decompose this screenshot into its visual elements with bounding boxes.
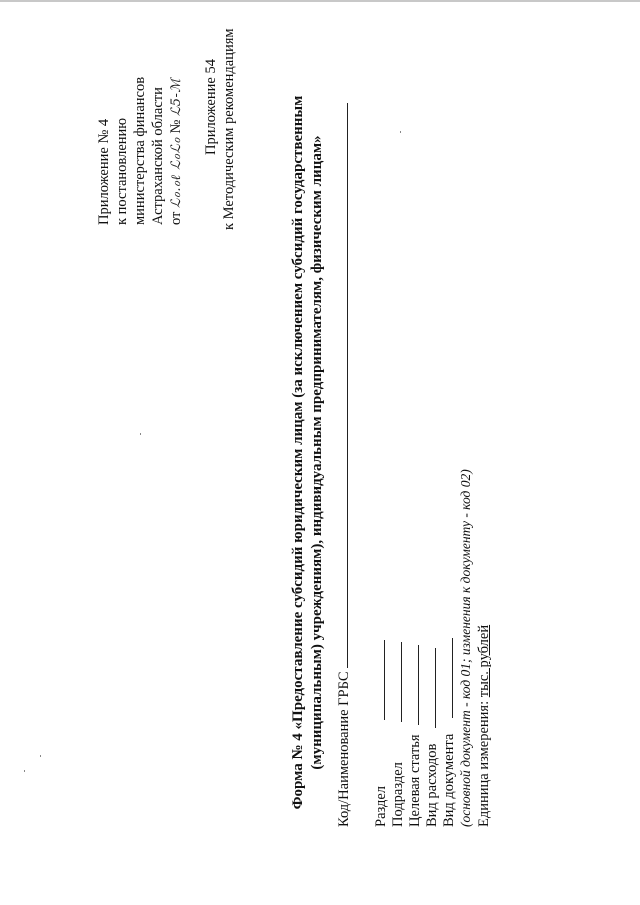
expense-type-label: Вид расходов: [424, 743, 440, 827]
section-blank: [372, 640, 385, 720]
expense-type-blank: [423, 648, 436, 728]
field-target-article: [406, 645, 424, 827]
form-title-line-2: (муниципальным) учреждениям), индивидуальным предпринимателям, физическим лицам»: [309, 135, 325, 770]
field-unit: [476, 625, 493, 827]
field-expense-type: [423, 648, 441, 827]
scan-speck: [140, 433, 141, 435]
document-type-blank: [440, 638, 453, 718]
field-section: [372, 640, 390, 827]
scan-speck: [400, 131, 401, 133]
section-label: Раздел: [373, 785, 389, 827]
handwritten-date: ℒℴ.ℴℓ ℒℴℒℴ: [169, 137, 184, 208]
subsection-blank: [389, 642, 402, 722]
number-sign: №: [168, 119, 184, 134]
grbs-field: [335, 103, 353, 827]
grbs-blank: [335, 103, 348, 668]
subsection-label: Подраздел: [390, 762, 406, 827]
appendix-54-title: Приложение 54: [203, 59, 219, 155]
handwritten-number: ℒ5-ℳ: [169, 78, 184, 117]
form-title-line-1: Форма № 4 «Предоставление субсидий юридическим лицам (за исключением субсидий государственным: [290, 95, 306, 810]
appendix-4-decree: к постановлению: [114, 117, 130, 225]
field-document-type: [440, 638, 458, 827]
unit-label: Единица измерения:: [476, 700, 492, 827]
document-type-note: (основной документ - код 01; изменения к документу - код 02): [458, 469, 473, 827]
appendix-4-ministry: министерства финансов: [132, 76, 148, 225]
scan-speck: [40, 755, 41, 757]
document-type-label: Вид документа: [441, 733, 457, 827]
scan-speck: [24, 770, 25, 772]
date-prefix: от: [168, 211, 184, 225]
appendix-4-date-line: [167, 78, 186, 225]
appendix-4-region: Астраханской области: [150, 87, 166, 225]
target-article-label: Целевая статья: [407, 734, 423, 827]
field-subsection: [389, 642, 407, 827]
appendix-54-recommendations: к Методическим рекомендациям: [221, 28, 237, 230]
grbs-label: Код/Наименование ГРБС: [336, 671, 352, 827]
unit-value: тыс. рублей: [476, 624, 492, 698]
appendix-4-title: Приложение № 4: [96, 118, 112, 225]
target-article-blank: [406, 645, 419, 725]
